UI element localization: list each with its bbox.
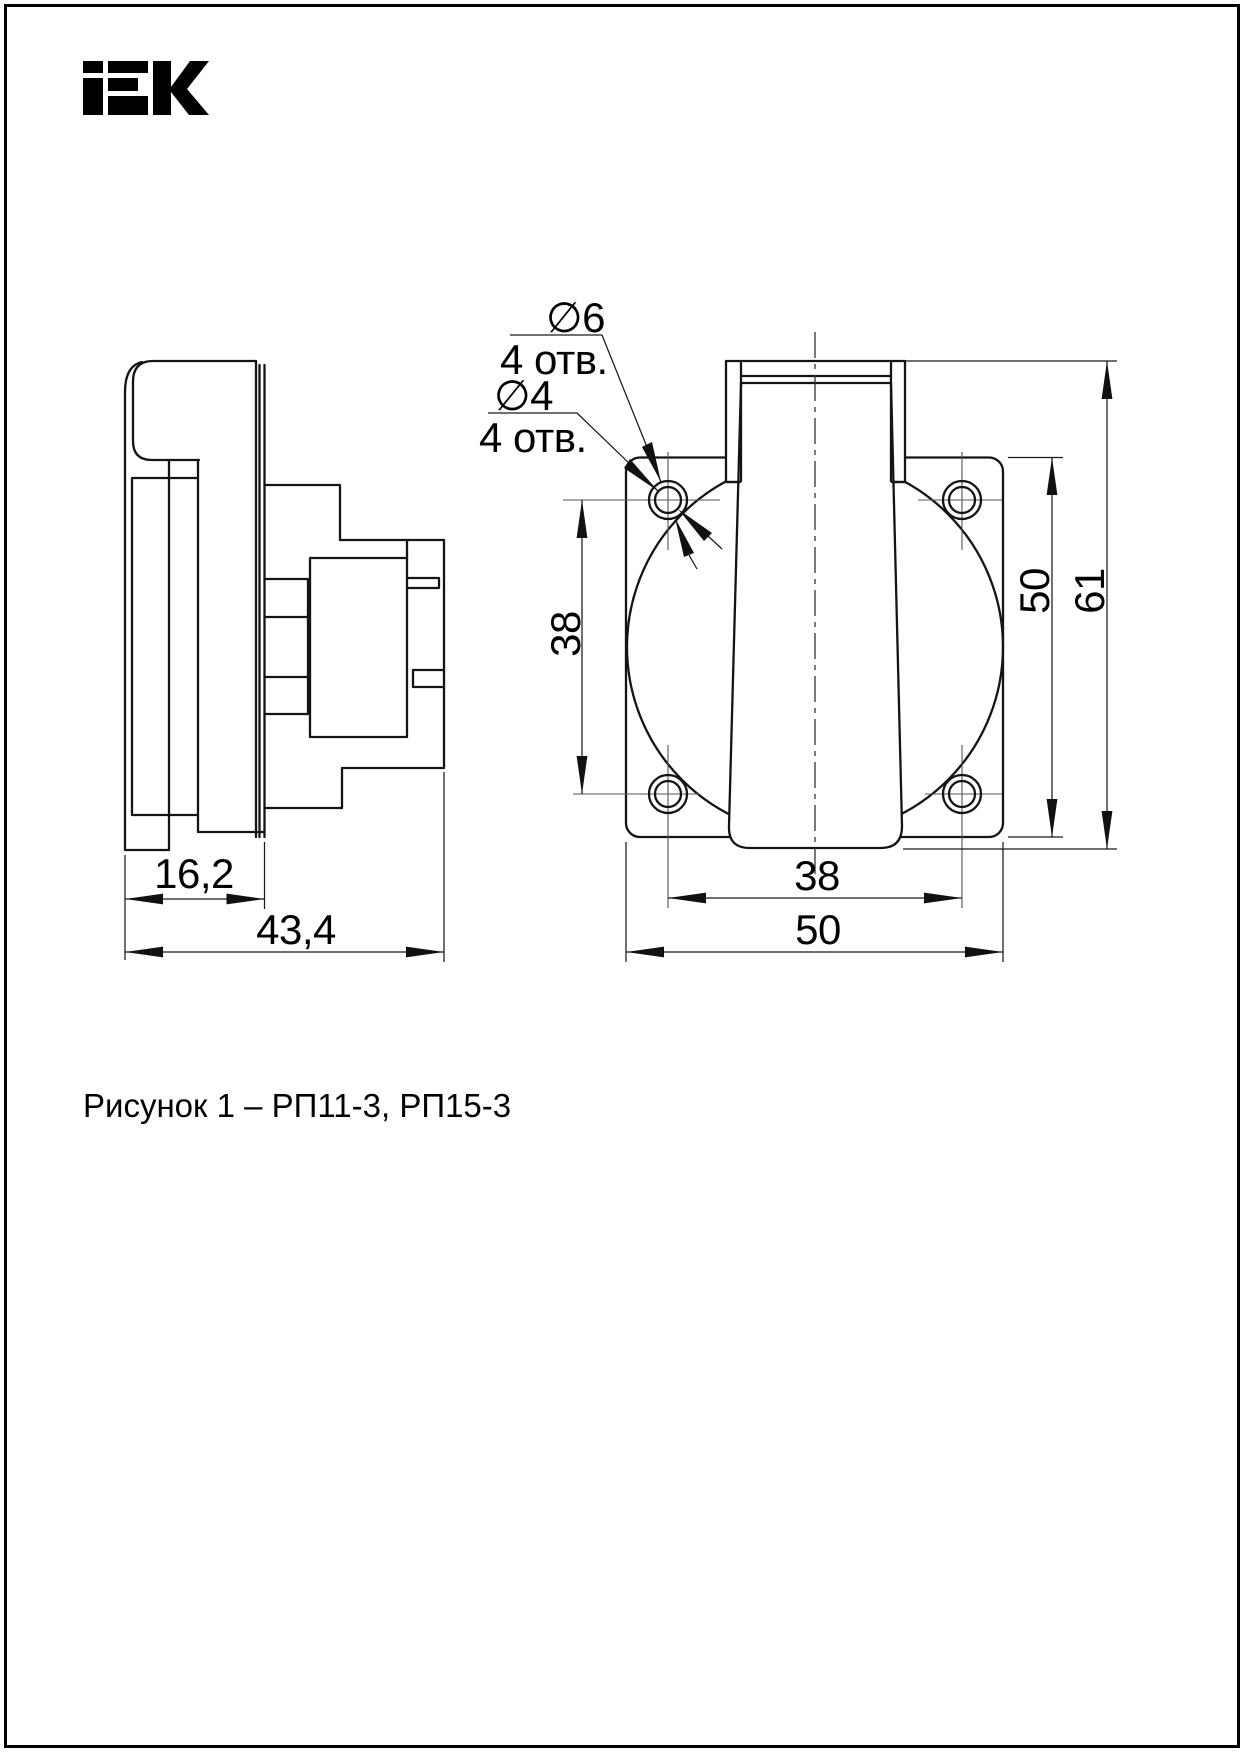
lid-upper-profile <box>133 361 256 460</box>
terminal-tab-lower <box>413 670 444 687</box>
label-inner-hole-count: 4 отв. <box>479 414 587 461</box>
label-outer-hole-count: 4 отв. <box>500 336 608 383</box>
ext-right-50 <box>1008 458 1063 838</box>
terminal-block <box>310 558 407 737</box>
iek-logo <box>83 61 209 115</box>
label-outer-hole-diameter: ∅6 <box>546 294 605 341</box>
logo-e-bottom <box>108 96 148 115</box>
logo-e-top <box>108 61 148 73</box>
dim-hole-spacing-horizontal: 38 <box>794 852 840 899</box>
logo-k-arms <box>171 61 209 115</box>
terminal-tab-upper <box>407 578 439 588</box>
side-view <box>125 361 444 850</box>
dim-hole-spacing-vertical: 38 <box>542 611 589 657</box>
terminal-column <box>265 579 309 714</box>
dim-plate-height: 50 <box>1011 568 1058 614</box>
logo-i-bar <box>83 78 103 115</box>
logo-k-stem <box>153 61 171 115</box>
dim-side-total-depth: 43,4 <box>256 906 336 953</box>
dim-total-height: 61 <box>1066 568 1113 614</box>
logo-i-dot <box>83 61 103 73</box>
body-front-wall <box>198 460 265 832</box>
figure-caption: Рисунок 1 – РП11-3, РП15-3 <box>83 1087 512 1124</box>
lid-inner-recess <box>132 478 198 815</box>
dim-plate-width: 50 <box>795 906 841 953</box>
logo-e-mid <box>108 78 138 91</box>
label-inner-hole-diameter: ∅4 <box>494 372 553 419</box>
front-view <box>563 332 1003 908</box>
terminal-dividers <box>265 617 309 677</box>
dim-side-front-depth: 16,2 <box>154 850 234 897</box>
rear-body-profile <box>265 485 445 808</box>
